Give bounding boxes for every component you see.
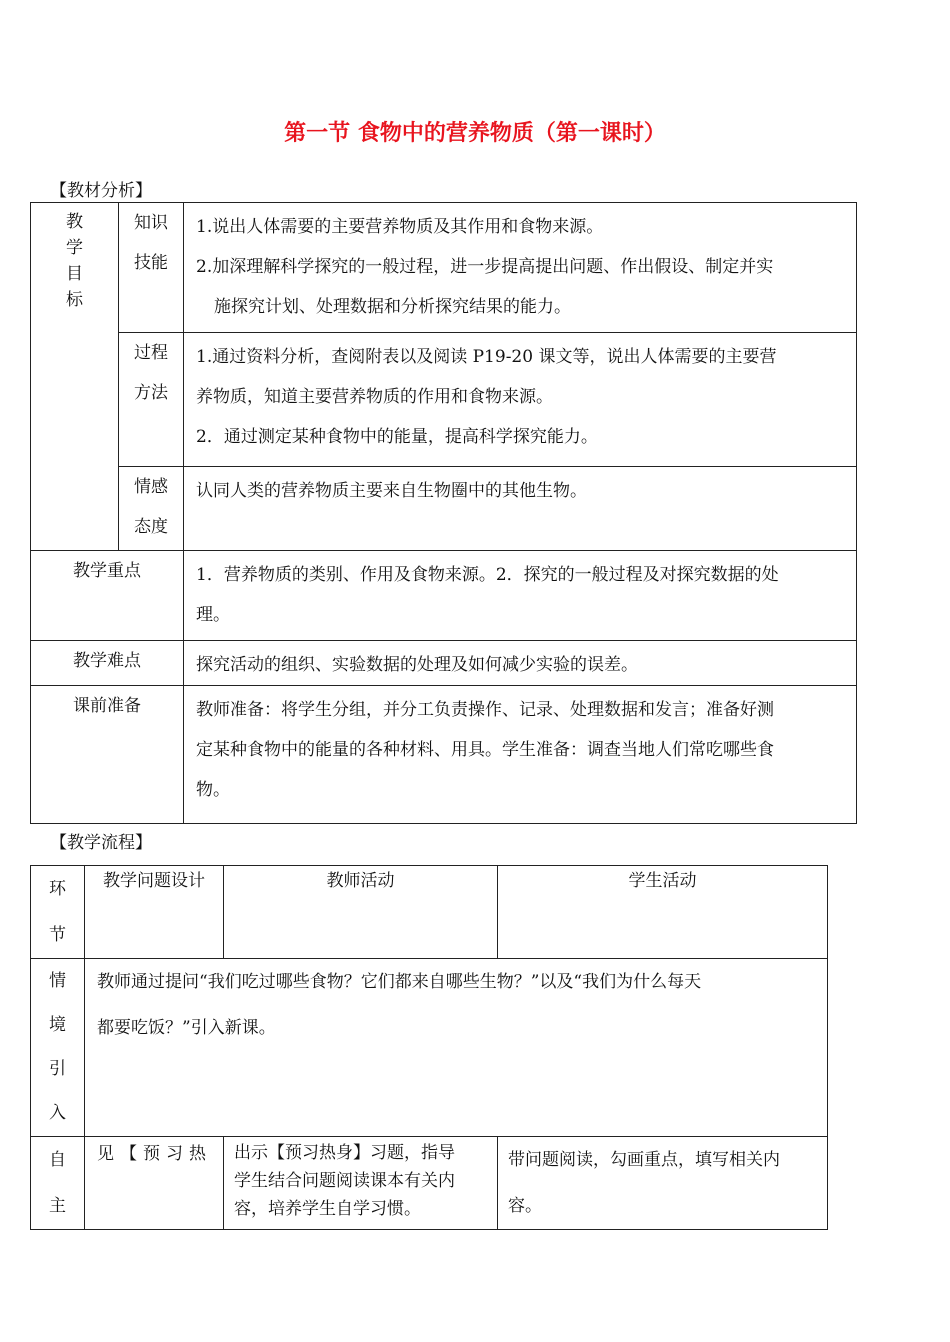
row-self-design: 见【预习热 bbox=[85, 1137, 224, 1230]
goals-label: 教 学 目 标 bbox=[31, 203, 119, 551]
section-label-analysis: 【教材分析】 bbox=[50, 181, 152, 201]
row-intro-step: 情 境 引 入 bbox=[31, 959, 85, 1137]
key-points-content: 1．营养物质的类别、作用及食物来源。2．探究的一般过程及对探究数据的处 理。 bbox=[184, 551, 857, 641]
flow-table bbox=[30, 865, 828, 1230]
row-self-step: 自 主 bbox=[31, 1137, 85, 1230]
header-student: 学生活动 bbox=[498, 866, 828, 959]
attitude-label: 情感 态度 bbox=[119, 467, 184, 551]
knowledge-label: 知识 技能 bbox=[119, 203, 184, 333]
row-self-teacher: 出示【预习热身】习题，指导 学生结合问题阅读课本有关内 容，培养学生自学习惯。 bbox=[224, 1137, 498, 1230]
header-step: 环 节 bbox=[31, 866, 85, 959]
difficulties-label: 教学难点 bbox=[31, 641, 184, 686]
header-design: 教学问题设计 bbox=[85, 866, 224, 959]
page-title: 第一节 食物中的营养物质（第一课时） bbox=[284, 121, 666, 146]
difficulties-content: 探究活动的组织、实验数据的处理及如何减少实验的误差。 bbox=[184, 641, 857, 686]
preparation-content: 教师准备：将学生分组，并分工负责操作、记录、处理数据和发言；准备好测 定某种食物中的能量的各种材料、用具。学生准备：调查当地人们常吃哪些食 物。 bbox=[184, 686, 857, 824]
row-self-student: 带问题阅读，勾画重点，填写相关内 容。 bbox=[498, 1137, 828, 1230]
knowledge-content: 1.说出人体需要的主要营养物质及其作用和食物来源。 2.加深理解科学探究的一般过程，进一步提高提出问题、作出假设、制定并实 施探究计划、处理数据和分析探究结果的能力。 bbox=[184, 203, 857, 333]
key-points-label: 教学重点 bbox=[31, 551, 184, 641]
process-label: 过程 方法 bbox=[119, 333, 184, 467]
process-content: 1.通过资料分析，查阅附表以及阅读 P19-20 课文等，说出人体需要的主要营 养物质，知道主要营养物质的作用和食物来源。 2．通过测定某种食物中的能量，提高科学探究能力。 bbox=[184, 333, 857, 467]
row-intro-content: 教师通过提问“我们吃过哪些食物？它们都来自哪些生物？”以及“我们为什么每天 都要吃饭？”引入新课。 bbox=[85, 959, 828, 1137]
header-teacher: 教师活动 bbox=[224, 866, 498, 959]
analysis-table bbox=[30, 202, 857, 824]
preparation-label: 课前准备 bbox=[31, 686, 184, 824]
attitude-content: 认同人类的营养物质主要来自生物圈中的其他生物。 bbox=[184, 467, 857, 551]
section-label-flow: 【教学流程】 bbox=[50, 833, 152, 853]
